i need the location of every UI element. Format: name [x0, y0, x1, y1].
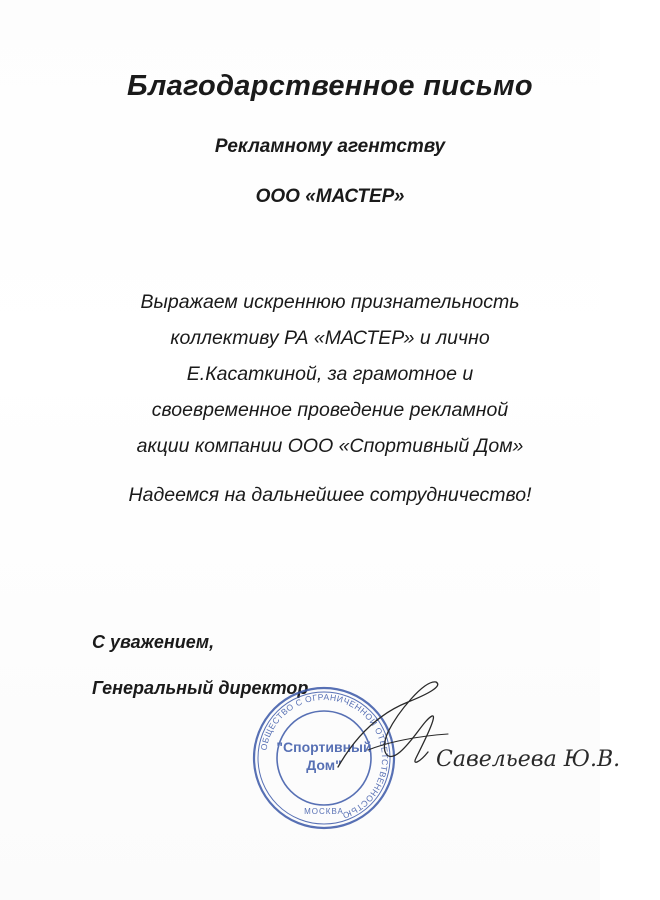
recipient-line-2: ООО «МАСТЕР» [255, 186, 405, 207]
regards-line: С уважением, [92, 632, 215, 652]
letter-body [0, 284, 660, 464]
closing-line: Надеемся на дальнейшее сотрудничество! [128, 484, 532, 506]
body-line: коллективу РА «МАСТЕР» и лично [170, 327, 490, 349]
body-line: акции компании ООО «Спортивный Дом» [136, 435, 524, 457]
stamp-center-line-1: "Спортивный [276, 739, 372, 755]
stamp-center-line-2: Дом" [306, 757, 342, 773]
stamp-city: МОСКВА [304, 807, 344, 816]
letter-title: Благодарственное письмо [127, 70, 533, 102]
position-line: Генеральный директор [92, 678, 309, 698]
body-line: своевременное проведение рекламной [151, 399, 509, 421]
handwritten-name-text: Савельева Ю.В. [436, 747, 621, 772]
body-line: Выражаем искреннюю признательность [140, 291, 520, 313]
stamp-ring-text: ОБЩЕСТВО С ОГРАНИЧЕННОЙ ОТВЕТСТВЕННОСТЬЮ [258, 691, 391, 821]
body-line: Е.Касаткиной, за грамотное и [186, 363, 474, 385]
recipient-line-1: Рекламному агентству [214, 136, 446, 157]
handwritten-name [432, 728, 621, 784]
